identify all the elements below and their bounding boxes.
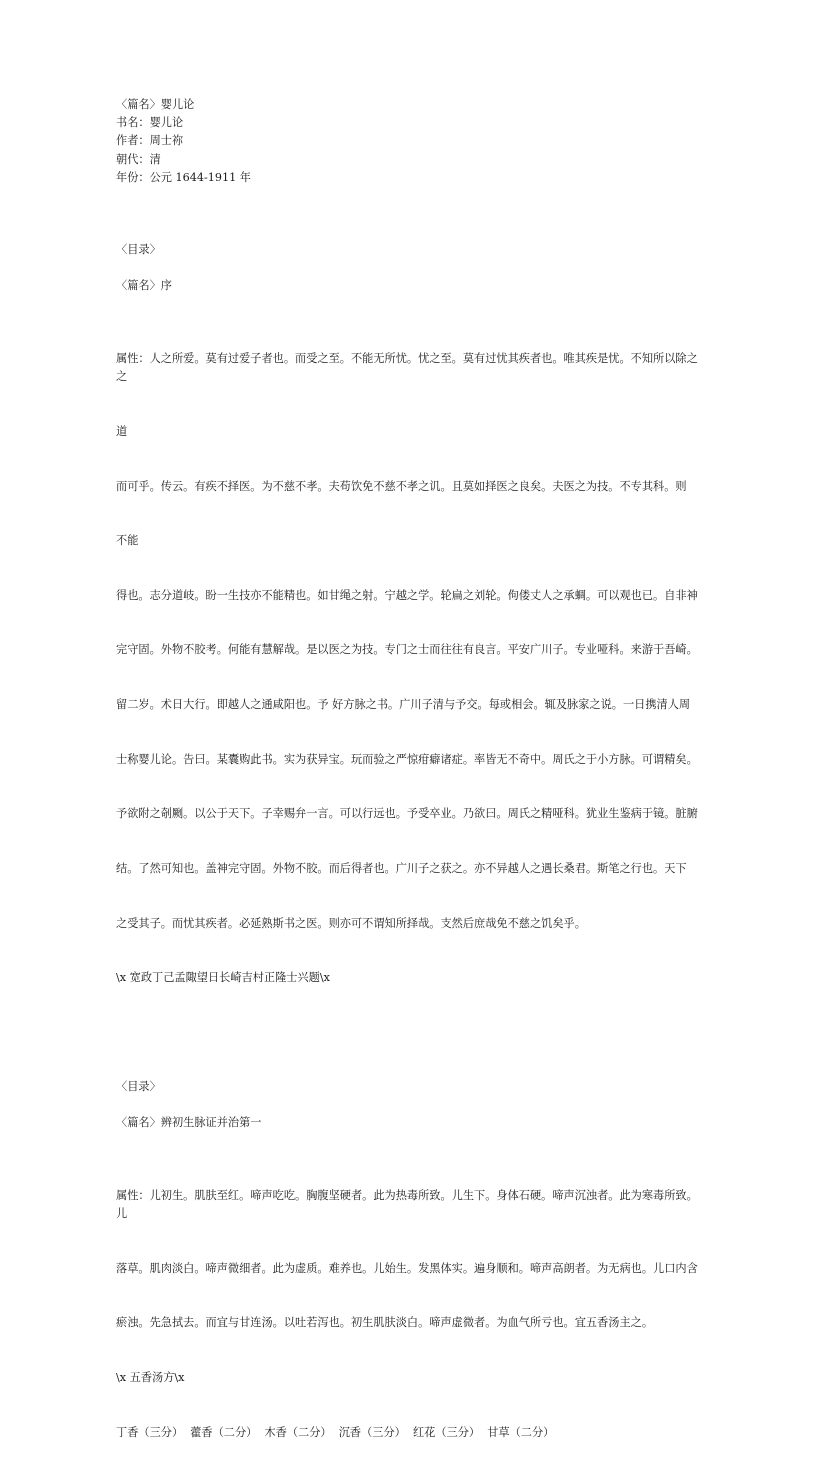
body-line-formula-title: \x 五香汤方\x [116, 1369, 708, 1387]
header-title-tag: 〈篇名〉婴儿论 [116, 96, 708, 114]
header-book-name: 书名：婴儿论 [116, 114, 708, 132]
section-body-chapter-one [116, 1151, 708, 1478]
section-chapter-one [116, 1078, 708, 1478]
spacer-heading-body-chapter-one [116, 1132, 708, 1150]
document-header [116, 96, 708, 187]
body-line: 道 [116, 423, 708, 441]
body-line-signature: \x 宽政丁己孟陬望日长崎吉村正隆士兴题\x [116, 969, 708, 987]
body-line: 落草。肌肉淡白。啼声微细者。此为虚质。难养也。儿始生。发黑体实。遍身顺和。啼声高朗者。为无病也。儿口内含 [116, 1260, 708, 1278]
spacer-after-header [116, 187, 708, 241]
header-year: 年份：公元 1644-1911 年 [116, 169, 708, 187]
body-line: 予欲附之剞劂。以公于天下。子幸赐弁一言。可以行远也。予受卒业。乃欲曰。周氏之精哑科。犹业生鉴病于镜。脏腑 [116, 805, 708, 823]
section-heading-chapter-one: 〈篇名〉辨初生脉证并治第一 [116, 1114, 708, 1132]
body-line: 之受其子。而忧其疾者。必延熟斯书之医。则亦可不谓知所择哉。支然后庶哉免不慈之饥矣乎。 [116, 915, 708, 933]
toc-marker-chapter-one: 〈目录〉 [116, 1078, 708, 1096]
section-heading-preface: 〈篇名〉序 [116, 277, 708, 295]
body-line: 而可乎。传云。有疾不择医。为不慈不孝。夫苟饮免不慈不孝之讥。且莫如择医之良矣。夫医之为技。不专其科。则 [116, 478, 708, 496]
body-line: 属性：儿初生。肌肤至红。啼声吃吃。胸腹坚硬者。此为热毒所致。儿生下。身体石硬。啼声沉浊者。此为寒毒所致。儿 [116, 1187, 708, 1223]
spacer-heading-body-preface [116, 296, 708, 314]
body-line: 结。了然可知也。盖神完守固。外物不胶。而后得者也。广川子之获之。亦不异越人之遇长桑君。斯笔之行也。天下 [116, 860, 708, 878]
spacer-between-sections [116, 1024, 708, 1078]
spacer-toc-heading-preface [116, 259, 708, 277]
section-preface [116, 241, 708, 1024]
body-line: 瘀浊。先急拭去。而宜与甘连汤。以吐若泻也。初生肌肤淡白。啼声虚微者。为血气所亏也。宜五香汤主之。 [116, 1314, 708, 1332]
body-line: 士称婴儿论。告曰。某囊购此书。实为获异宝。玩而验之严惊疳癖诸症。率皆无不奇中。周氏之于小方脉。可谓精矣。 [116, 751, 708, 769]
body-line-formula-ingredients: 丁香（三分） 藿香（二分） 木香（二分） 沉香（三分） 红花（三分） 甘草（二分） [116, 1424, 708, 1442]
body-line: 得也。志分道岐。盼一生技亦不能精也。如甘绳之射。宁越之学。轮扁之刘轮。佝偻丈人之承蜩。可以观也已。自非神 [116, 587, 708, 605]
header-dynasty: 朝代：清 [116, 151, 708, 169]
body-line: 属性：人之所爱。莫有过爱子者也。而受之至。不能无所忧。忧之至。莫有过忧其疾者也。唯其疾是忧。不知所以除之之 [116, 350, 708, 386]
body-line: 完守固。外物不胶考。何能有慧解哉。是以医之为技。专门之士而往往有良言。平安广川子。专业哑科。来游于吾崎。 [116, 641, 708, 659]
body-line: 留二岁。术日大行。即越人之通咸阳也。予 好方脉之书。广川子清与予交。每或相会。辄及脉家之说。一日携清人周 [116, 696, 708, 714]
spacer-toc-heading-chapter-one [116, 1096, 708, 1114]
toc-marker-preface: 〈目录〉 [116, 241, 708, 259]
body-line: 不能 [116, 532, 708, 550]
section-body-preface [116, 314, 708, 1024]
header-author: 作者：周士祢 [116, 132, 708, 150]
